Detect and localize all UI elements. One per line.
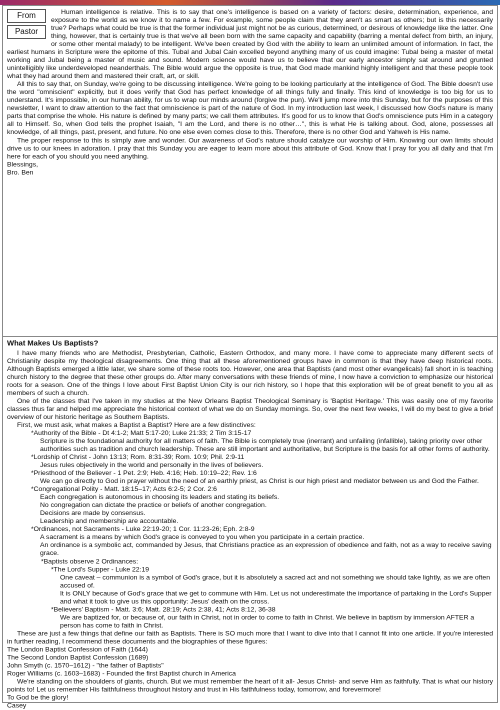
baptism-title: *Believers' Baptism - Matt. 3:6; Matt. 28:19; Acts 2:38, 41; Acts 8:12, 36-38 [51,605,276,613]
newsletter-frame [2,5,498,710]
lords-supper-title: *The Lord's Supper - Luke 22:19 [51,565,150,573]
reference-item: John Smyth (c. 1570–1612) - "the father of Baptists" [7,661,164,669]
reference-item: The London Baptist Confession of Faith (1644) [7,645,148,653]
point-priesthood-title: *Priesthood of the Believer - 1 Pet. 2:9; Heb. 4:16; Heb. 10:19–22; Rev. 1:6 [31,469,257,477]
point-polity-title: *Congregational Polity - Matt. 18:15–17; Acts 6:2-5; 2 Cor. 2:6 [31,485,217,493]
point-ordinances-line: An ordinance is a symbolic act, commanded by Jesus, that Christians practice as an expression of obedience and faith, not as a way to receive saving grace. [40,541,492,557]
article-outro: These are just a few things that define our faith as Baptists. There is SO much more that I want to dive into that I cannot fit into one article. If you're interested in further reading, I recommend these documents and the biographies of these figures: [7,629,493,645]
pastor-closing: Blessings, [7,160,38,168]
article-intro-1: I have many friends who are Methodist, Presbyterian, Catholic, Eastern Orthodox, and many more. I have come to appreciate many different sects of Christianity despite my theological disagreements. One thing that all these aforementioned groups have in common is that they have deep historical roots. Although Baptists emerged a little later, we share some of these roots too. However, one area that Baptists (and most other evangelicals) fall short in is teaching church history to the degree that these other groups do. After many conversations with these friends of mine, I now have a conviction to emphasize our historical roots for a season. One of the things I love about First Baptist Union City is our rich history, so I hope that this exploration will be of great benefit to you all as members of such a church. [7,348,493,397]
reference-item: The Second London Baptist Confession (1689) [7,653,149,661]
point-ordinances-line: A sacrament is a means by which God's grace is conveyed to you when you participate in a certain practice. [40,533,365,541]
pastor-signature: Bro. Ben [7,168,34,176]
point-polity-line: Decisions are made by consensus. [40,509,146,517]
point-polity-line: Leadership and membership are accountable. [40,517,179,525]
article-intro-2: One of the classes that I've taken in my studies at the New Orleans Baptist Theological Seminary is 'Baptist Heritage.' This was easily one of my favorite classes thus far and helped me appreciate the historical context of what we do on Sunday mornings. So, over the next few weeks, I will do my best to give a brief overview of our historic heritage as Southern Baptists. [7,396,493,421]
point-lordship-title: *Lordship of Christ - John 13:13; Rom. 8:31-39; Rom. 10:9; Phil. 2:9-11 [31,453,245,461]
article-glory: To God be the glory! [7,693,69,702]
point-polity-line: No congregation can dictate the practice or beliefs of another congregation. [40,501,267,509]
point-priesthood-body: We can go directly to God in prayer without the need of an earthly priest, as Christ is our high priest and mediator between us and God the Father. [40,477,479,485]
pastor-label: Pastor [7,25,46,39]
pastor-paragraph-2: All this to say that, on Sunday, we're going to be discussing intelligence. We're going to be looking particularly at the intelligence of God. The Bible doesn't use the word "omniscient" explicitly, but it does verify that God has perfect knowledge of all things fully and finally. This kind of knowledge is too big for us to understand. It's impossible, in our human ability, for us to wrap our minds around (forgive the pun). We'll jump more into this Sunday, but for the purposes of this newsletter, I want to draw attention to the fact that omniscience is part of the nature of God. In my introduction last week, I discussed how God's nature is many parts that comprise the whole. His nature is defined by many parts; we call them attributes. It's good for us to know that God's omniscience puts Him in a category all to Himself. So, when God tells the prophet Isaiah, "I am the Lord, and there is no other…", this is what He is talking about. God, alone, possesses all knowledge, of all things, past, present, and future. No one else even comes close to this. Therefore, there is no other God and Yahweh is His name. [7,80,493,136]
point-ordinances-title: *Ordinances, not Sacraments - Luke 22:19-20; 1 Cor. 11:23-26; Eph. 2:8-9 [31,525,255,533]
pastor-paragraph-1: Human intelligence is relative. This is to say that one's intelligence is based on a variety of factors: desire, determination, experience, and exposure to the world as we know it to name a few. For example, some people claim that they aren't as smart as others; but is this necessarily true? Perhaps what could be true is that the former individual just might not be as curious, determined, or desirous of knowledge like the latter. One thing, however, that is certainly true is that we've all been born with the same capacity and capability (barring a mental defect from birth, an injury, or some other mental malady) to be intelligent. We've been created by God with the ability to learn an unlimited amount of information. In fact, the earliest humans in Scripture were the epitome of this. Tubal and Jubal Cain excelled beyond anything many of us could imagine: Tubal being a master of metal working and Jubal being a master of music and sound. Modern science would have us to believe that our early ancestor simply sat around and grunted unintelligibly like underdeveloped neanderthals. The Bible would argue the opposite is true, that God made mankind highly intelligent and that these people took what they had around them and mastered their craft, art, or skill. [7,8,493,80]
point-polity-line: Each congregation is autonomous in choosing its leaders and stating its beliefs. [40,493,280,501]
from-pastor-section [3,6,497,337]
article-signature: Casey [7,701,27,710]
lords-supper-line: One caveat – communion is a symbol of God's grace, but it is absolutely a sacred act and not something we should take lightly, as we are often accused of. [60,573,490,589]
pastor-paragraph-3: The proper response to this is simply awe and wonder. Our awareness of God's nature should catalyze our worship of Him. Knowing our own limits should drive us to our knees in adoration. I pray that this Sunday you are eager to learn more about this attribute of God. Know that I pray for you all daily and that I'm here for each of you should you need anything. [7,136,493,160]
baptism-body: We are baptized for, or because of, our faith in Christ, not in order to come to faith in Christ. We believe in baptism by immersion AFTER a person has come to faith in Christ. [60,613,475,629]
point-lordship-body: Jesus rules objectively in the world and personally in the lives of believers. [40,461,264,469]
from-label: From [7,9,46,23]
baptist-article-section [3,338,497,710]
lords-supper-line: It is ONLY because of God's grace that we get to commune with Him. Let us not underestimate the importance of partaking in the Lord's Supper and what it took to give us this opportunity: Jesus' death on the cross. [60,589,492,605]
from-pastor-label [7,9,46,41]
ordinances-subheading: *Baptists observe 2 Ordinances: [41,557,139,565]
article-intro-3: First, we must ask, what makes a Baptist a Baptist? Here are a few distinctives: [17,420,256,429]
point-bible-body: Scripture is the foundational authority for all matters of faith. The Bible is completely true (inerrant) and unfailing (infallible), taking priority over other authorities such as tradition and church leadership. These are still important and authoritative, but Scripture is the basis for all other forms of authority. [40,437,490,453]
article-heading: What Makes Us Baptists? [7,339,99,348]
reference-item: Roger Williams (c. 1603–1683) - Founded the first Baptist church in America [7,669,236,677]
article-closing: We're standing on the shoulders of giants, church. But we must remember the heart of it all- Jesus Christ- and serve Him as faithfully. That is what our history points to! Let us remember His faithfulness throughout history and trust in His faithfulness today, tomorrow, and forevermore! [7,677,493,693]
point-bible-title: *Authority of the Bible - Dt 4:1-2; Matt 5:17-20; Luke 21:33; 2 Tim 3:15-17 [31,429,252,437]
